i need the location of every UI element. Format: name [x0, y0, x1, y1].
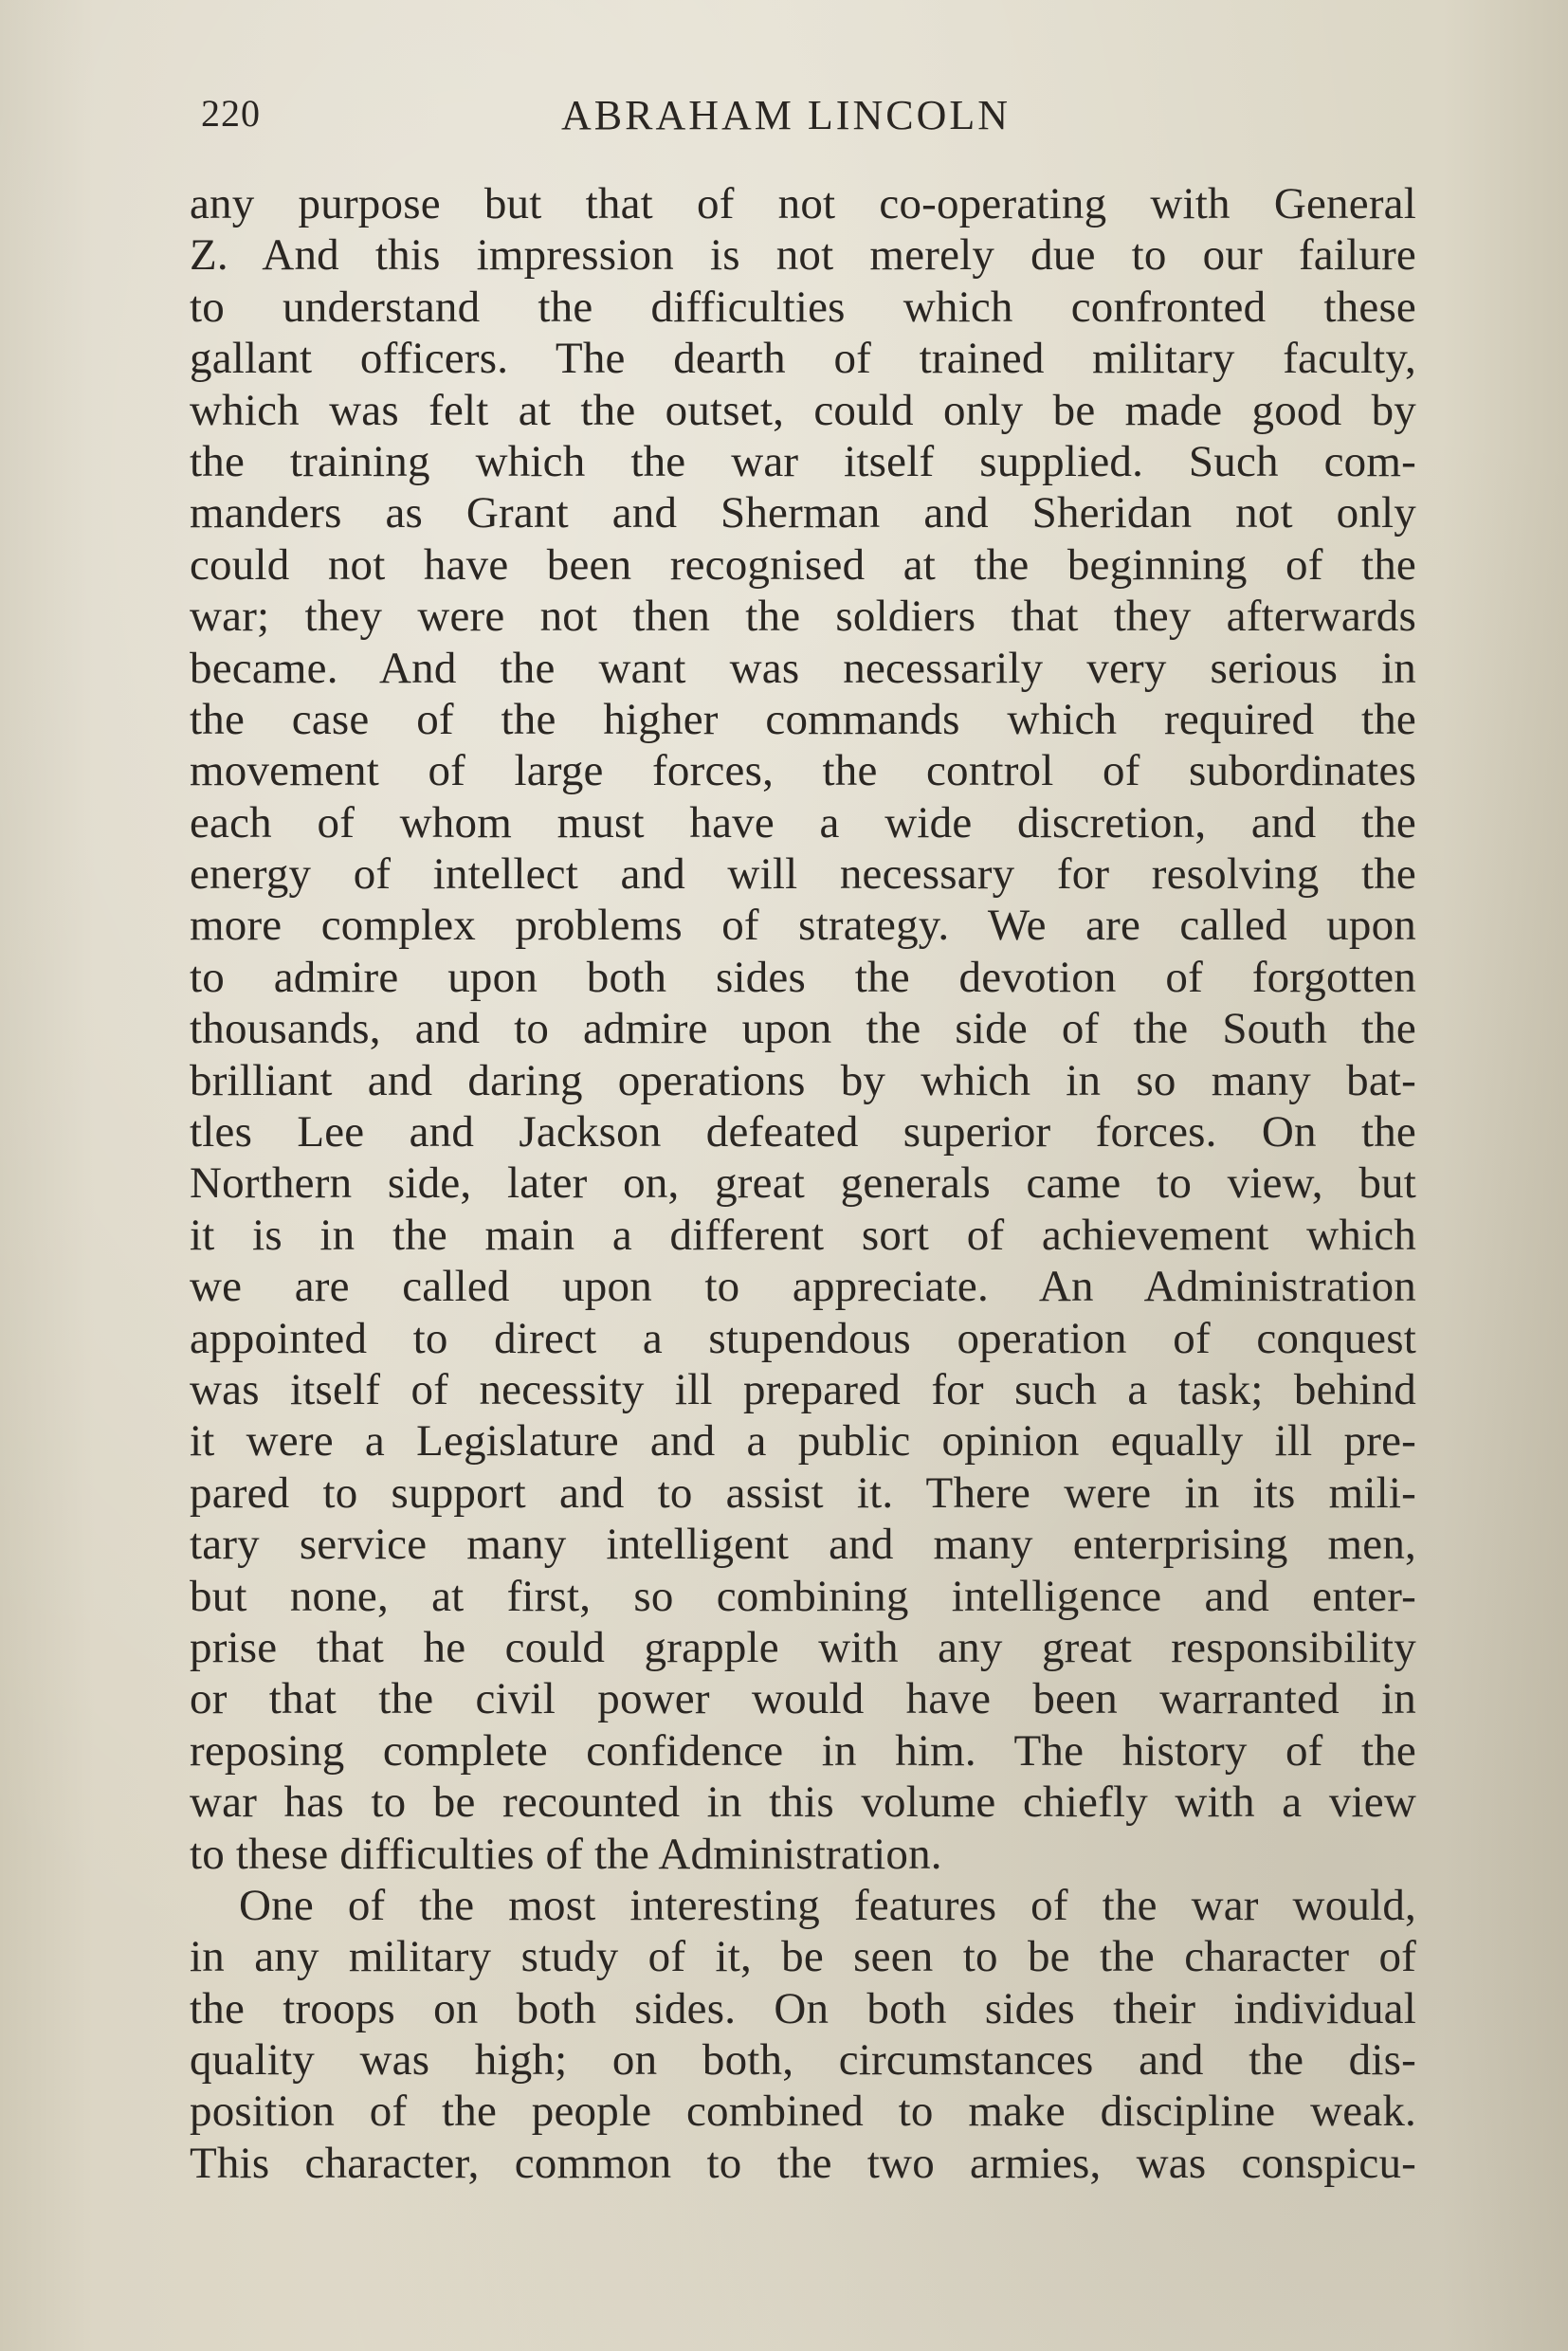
text-line: pared to support and to assist it. There were in its mili-	[190, 1467, 1416, 1518]
text-line: energy of intellect and will necessary for resolving the	[190, 849, 1416, 900]
body-text	[190, 178, 1416, 2189]
text-line: which was felt at the outset, could only be made good by	[190, 385, 1416, 435]
page-header	[201, 91, 1414, 148]
text-line: to admire upon both sides the devotion of forgotten	[190, 952, 1416, 1002]
text-line: it were a Legislature and a public opinion equally ill pre-	[190, 1416, 1416, 1467]
text-line: became. And the want was necessarily very serious in	[190, 643, 1416, 693]
running-head: ABRAHAM LINCOLN	[561, 92, 1011, 138]
text-line: more complex problems of strategy. We are called upon	[190, 901, 1416, 951]
text-line: any purpose but that of not co-operating with General	[190, 179, 1416, 228]
text-line: to understand the difficulties which confronted these	[190, 282, 1416, 332]
text-line: thousands, and to admire upon the side of the South the	[190, 1004, 1416, 1054]
text-line: was itself of necessity ill prepared for such a task; behind	[190, 1364, 1416, 1414]
text-line: prise that he could grapple with any great responsibility	[190, 1622, 1416, 1672]
text-line: brilliant and daring operations by which in so many bat-	[190, 1055, 1416, 1105]
text-line: position of the people combined to make discipline weak.	[190, 2087, 1416, 2137]
page-number: 220	[201, 92, 261, 135]
text-line: each of whom must have a wide discretion, and the	[190, 797, 1416, 847]
text-line: Northern side, later on, great generals came to view, but	[190, 1158, 1416, 1209]
text-line: or that the civil power would have been warranted in	[190, 1674, 1416, 1724]
text-line: This character, common to the two armies, was conspicu-	[190, 2138, 1416, 2188]
text-line: could not have been recognised at the beginning of the	[190, 539, 1416, 590]
text-line: the troops on both sides. On both sides their individual	[190, 1983, 1416, 2033]
text-line: the training which the war itself supplied. Such com-	[190, 436, 1416, 486]
text-line: war has to be recounted in this volume chiefly with a view	[190, 1777, 1416, 1828]
text-line: to these difficulties of the Administration.	[190, 1829, 942, 1879]
text-line: gallant officers. The dearth of trained military faculty,	[190, 334, 1416, 384]
text-line: but none, at first, so combining intelligence and enter-	[190, 1571, 1416, 1621]
text-line: we are called upon to appreciate. An Administration	[190, 1262, 1416, 1312]
paragraph-first-line: One of the most interesting features of the war would,	[239, 1880, 1416, 1930]
text-line: appointed to direct a stupendous operation of conquest	[190, 1313, 1416, 1363]
text-line: tles Lee and Jackson defeated superior forces. On the	[190, 1107, 1416, 1157]
text-line: movement of large forces, the control of subordinates	[190, 746, 1416, 796]
text-line: the case of the higher commands which required the	[190, 694, 1416, 744]
text-line: in any military study of it, be seen to be the character of	[190, 1932, 1416, 1982]
text-line: Z. And this impression is not merely due to our failure	[190, 230, 1416, 281]
text-line: it is in the main a different sort of achievement which	[190, 1210, 1416, 1260]
text-line: war; they were not then the soldiers that they afterwards	[190, 592, 1416, 642]
text-line: quality was high; on both, circumstances and the dis-	[190, 2035, 1416, 2086]
text-line: tary service many intelligent and many enterprising men,	[190, 1520, 1416, 1570]
text-line: reposing complete confidence in him. The history of the	[190, 1725, 1416, 1776]
text-line: manders as Grant and Sherman and Sheridan not only	[190, 488, 1416, 538]
